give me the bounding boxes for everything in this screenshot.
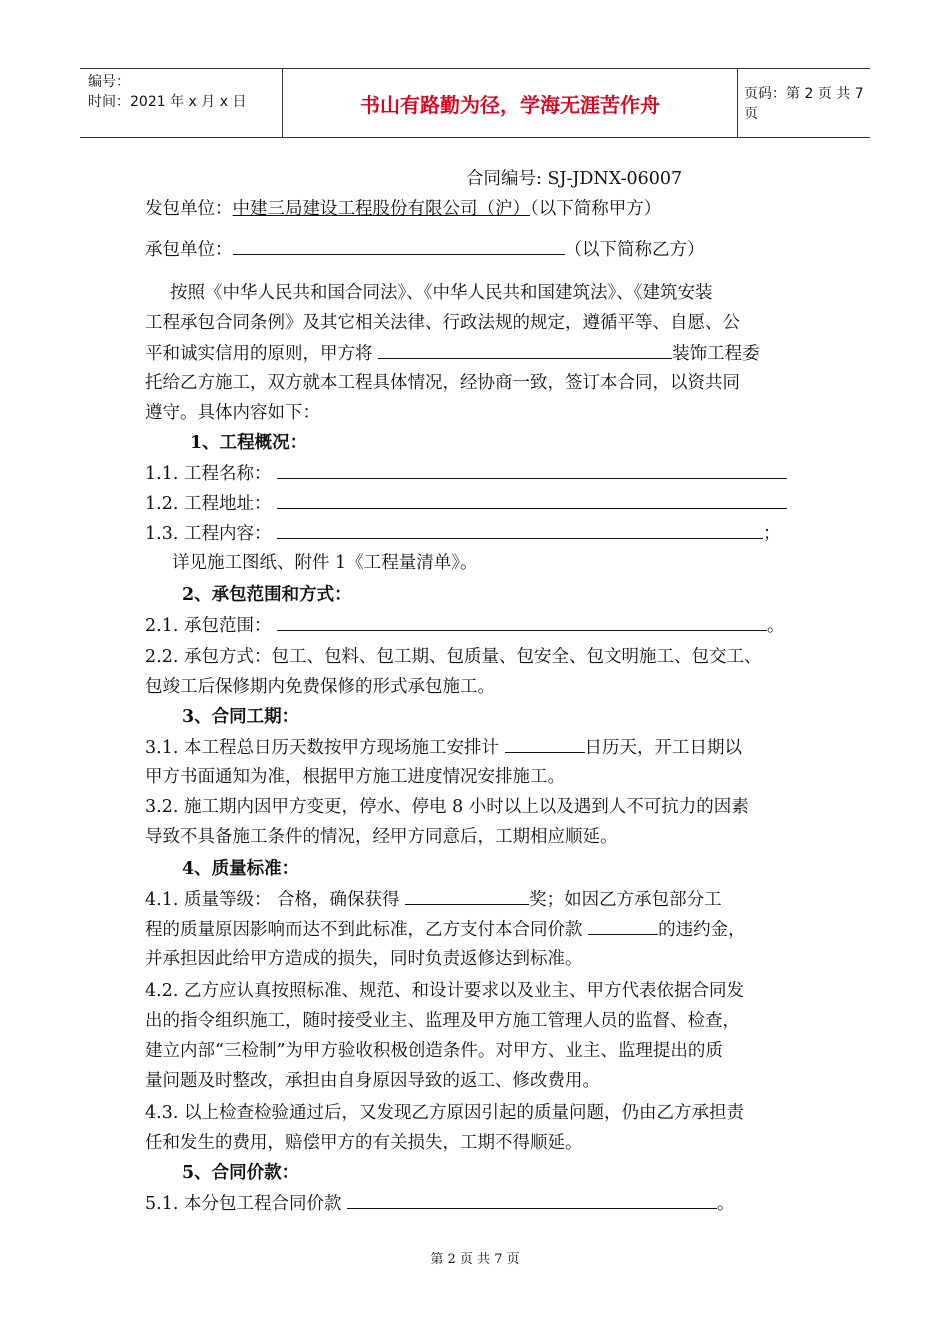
- doc-number-label: 编号：: [88, 74, 130, 90]
- project-address-line: [145, 492, 787, 515]
- contract-number: 合同编号: SJ-JDNX-06007: [466, 169, 683, 189]
- scope-end: 。: [767, 616, 785, 636]
- duration-text: 3.1. 本工程总日历天数按甲方现场施工安排计: [145, 738, 499, 758]
- party-b-blank: [233, 238, 565, 255]
- delay-line-1: 3.2. 施工期内因甲方变更，停水、停电 8 小时以上以及遇到人不可抗力的因素: [145, 797, 749, 817]
- inspection-line-2: 出的指令组织施工，随时接受业主、监理及甲方施工管理人员的监督、检查，: [145, 1011, 740, 1031]
- project-content-end: ；: [763, 524, 781, 544]
- inspection-line-4: 量问题及时整改，承担由自身原因导致的返工、修改费用。: [145, 1071, 600, 1091]
- party-a-label: 发包单位：: [145, 199, 233, 219]
- scope-line: [145, 614, 785, 637]
- liability-line-1: 4.3. 以上检查检验通过后，又发现乙方原因引起的质量问题，仍由乙方承担责: [145, 1103, 744, 1123]
- intro-line-3: [145, 342, 760, 365]
- inspection-line-1: 4.2. 乙方应认真按照标准、规范、和设计要求以及业主、甲方代表依据合同发: [145, 981, 744, 1001]
- section-5-title: 5、合同价款：: [182, 1163, 300, 1183]
- party-a-name: 中建三局建设工程股份有限公司（沪）: [232, 199, 530, 219]
- project-name-blank: [277, 462, 787, 479]
- intro-line-3-end: 装饰工程委: [672, 344, 760, 364]
- intro-line-3-start: 平和诚实信用的原则，甲方将: [145, 344, 373, 364]
- header-page-label: 页码：第 2 页 共 7 页: [744, 86, 864, 122]
- mode-line-1: 2.2. 承包方式：包工、包料、包工期、包质量、包安全、包文明施工、包交工、: [145, 647, 762, 667]
- header-meta: [80, 69, 282, 137]
- penalty-text-end: 的违约金，: [658, 920, 746, 940]
- penalty-text: 程的质量原因影响而达不到此标准，乙方支付本合同价款: [145, 920, 583, 940]
- header-motto: 书山有路勤为径，学海无涯苦作舟: [282, 69, 738, 137]
- project-content-blank: [277, 522, 763, 539]
- duration-text-end: 日历天，开工日期以: [584, 738, 743, 758]
- section-3-title: 3、合同工期：: [182, 707, 300, 727]
- project-name-line: [145, 462, 787, 485]
- award-blank: [405, 888, 529, 905]
- intro-line-2: 工程承包合同条例》及其它相关法律、行政法规的规定，遵循平等、自愿、公: [145, 313, 740, 333]
- party-b-line: [145, 238, 705, 261]
- quality-line-3: 并承担因此给甲方造成的损失，同时负责返修达到标准。: [145, 949, 583, 969]
- page-footer: 第 2 页 共 7 页: [430, 1252, 520, 1267]
- scope-blank: [277, 614, 767, 631]
- project-blank: [378, 342, 672, 359]
- delay-line-2: 导致不具备施工条件的情况，经甲方同意后，工期相应顺延。: [145, 827, 618, 847]
- mode-line-2: 包竣工后保修期内免费保修的形式承包施工。: [145, 677, 495, 697]
- duration-line-1: [145, 736, 742, 759]
- party-a-line: [145, 198, 661, 220]
- party-b-suffix: （以下简称乙方）: [564, 240, 705, 260]
- penalty-blank: [588, 918, 658, 935]
- page-header: [80, 68, 870, 138]
- intro-line-4: 托给乙方施工，双方就本工程具体情况，经协商一致，签订本合同，以资共同: [145, 373, 740, 393]
- liability-line-2: 任和发生的费用，赔偿甲方的有关损失，工期不得顺延。: [145, 1133, 583, 1153]
- price-label: 5.1. 本分包工程合同价款: [145, 1194, 342, 1214]
- duration-blank: [505, 736, 585, 753]
- price-end: 。: [717, 1194, 735, 1214]
- section-4-title: 4、质量标准：: [182, 859, 300, 879]
- party-a-suffix: （以下简称甲方）: [530, 199, 662, 219]
- quality-line-2: [145, 918, 746, 941]
- section-2-title: 2、承包范围和方式：: [182, 585, 352, 605]
- quality-grade-text-end: 奖；如因乙方承包部分工: [529, 890, 722, 910]
- project-content-line: [145, 522, 781, 545]
- intro-line-5: 遵守。具体内容如下：: [145, 403, 320, 423]
- price-line: [145, 1192, 735, 1215]
- price-blank: [347, 1192, 717, 1209]
- section-1-title: 1、工程概况：: [190, 433, 308, 453]
- intro-line-1: 按照《中华人民共和国合同法》、《中华人民共和国建筑法》、《建筑安装: [170, 283, 713, 303]
- party-b-label: 承包单位：: [145, 240, 233, 260]
- scope-label: 2.1. 承包范围：: [145, 616, 272, 636]
- project-name-label: 1.1. 工程名称：: [145, 464, 272, 484]
- project-detail: 详见施工图纸、附件 1《工程量清单》。: [172, 553, 478, 573]
- project-address-blank: [277, 492, 787, 509]
- doc-time-label: 时间：2021 年 x 月 x 日: [88, 94, 247, 110]
- project-content-label: 1.3. 工程内容：: [145, 524, 272, 544]
- quality-grade-text: 4.1. 质量等级： 合格，确保获得: [145, 890, 400, 910]
- project-address-label: 1.2. 工程地址：: [145, 494, 272, 514]
- quality-line-1: [145, 888, 722, 911]
- inspection-line-3: 建立内部“三检制”为甲方验收积极创造条件。对甲方、业主、监理提出的质: [145, 1041, 723, 1061]
- duration-line-2: 甲方书面通知为准，根据甲方施工进度情况安排施工。: [145, 767, 565, 787]
